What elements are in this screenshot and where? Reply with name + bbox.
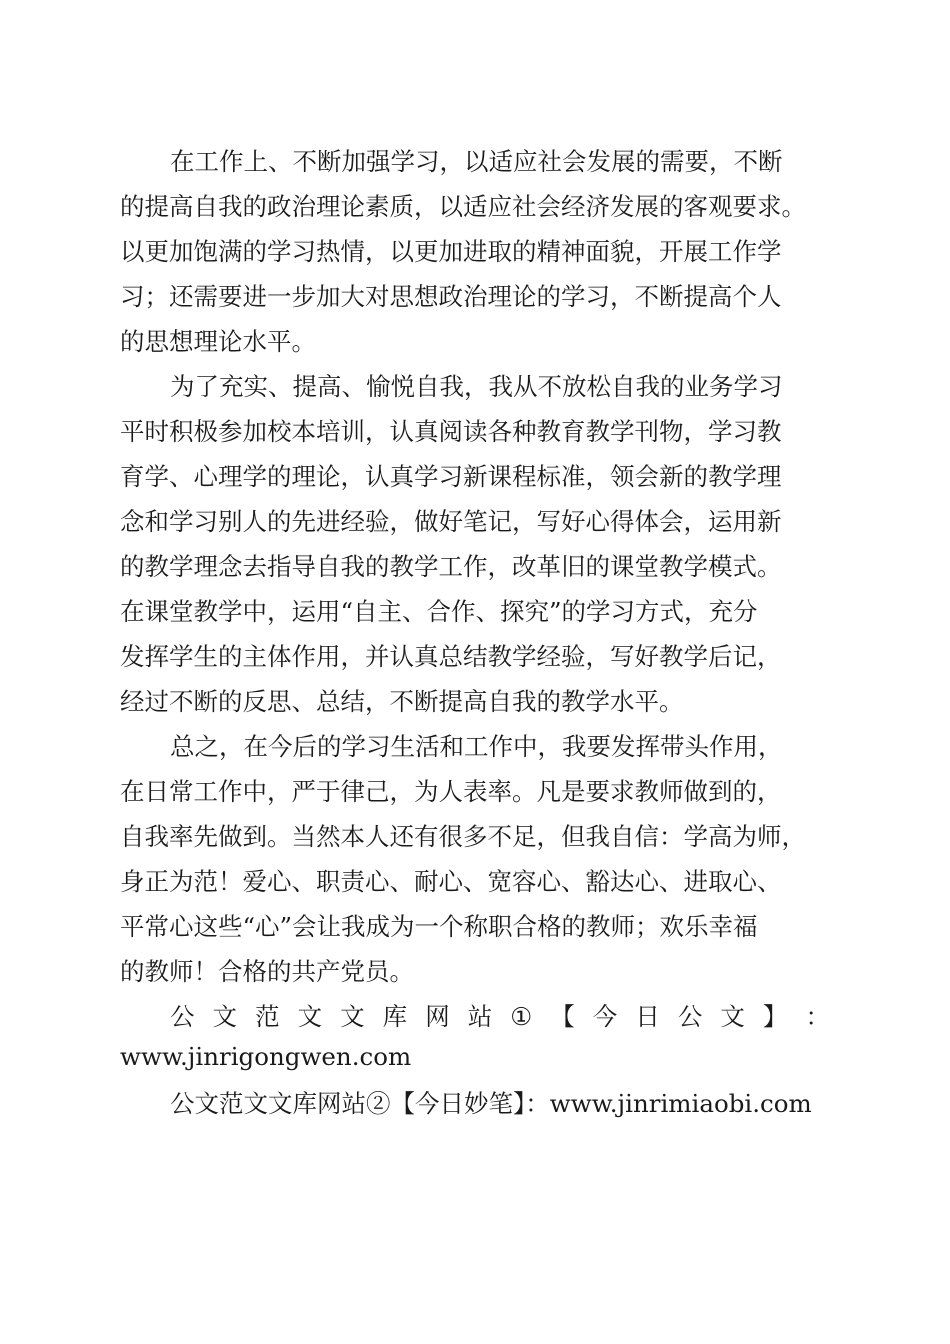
paragraph-2-line-6: 在课堂教学中，运用“自主、合作、探究”的学习方式，充分: [120, 597, 758, 626]
paragraph-1-line-3: 以更加饱满的学习热情，以更加进取的精神面貌，开展工作学: [120, 237, 782, 266]
footer-site-1-char: 文: [720, 1002, 745, 1031]
footer-site-1-char: ①: [510, 1002, 533, 1031]
paragraph-3-line-3: 自我率先做到。当然本人还有很多不足，但我自信：学高为师，: [120, 822, 806, 851]
paragraph-1-line-2: 的提高自我的政治理论素质，以适应社会经济发展的客观要求。: [120, 192, 806, 221]
footer-site-1-char: 文: [297, 1002, 323, 1031]
footer-site-1-char: 文: [340, 1002, 365, 1031]
paragraph-2-line-3: 育学、心理学的理论，认真学习新课程标准，领会新的教学理: [120, 462, 782, 491]
paragraph-2-line-5: 的教学理念去指导自我的教学工作，改革旧的课堂教学模式。: [120, 552, 782, 581]
footer-site-1-char: 日: [635, 1002, 660, 1031]
paragraph-2-line-1: 为了充实、提高、愉悦自我，我从不放松自我的业务学习: [170, 372, 783, 401]
footer-site-1-char: 】: [762, 1002, 788, 1031]
paragraph-2-line-8: 经过不断的反思、总结，不断提高自我的教学水平。: [120, 687, 684, 716]
paragraph-2-line-2: 平时积极参加校本培训，认真阅读各种教育教学刊物，学习教: [120, 417, 782, 446]
paragraph-3-line-5: 平常心这些“心”会让我成为一个称职合格的教师；欢乐幸福: [120, 912, 758, 941]
footer-site-1-char: 文: [212, 1002, 238, 1031]
paragraph-1-line-5: 的思想理论水平。: [120, 327, 316, 356]
paragraph-3-line-6: 的教师！合格的共产党员。: [120, 957, 414, 986]
paragraph-1-line-4: 习；还需要进一步加大对思想政治理论的学习，不断提高个人: [120, 282, 782, 311]
footer-site-1-char: 库: [382, 1002, 408, 1031]
footer-site-1-text: [170, 1002, 830, 1032]
footer-site-1-char: 今: [592, 1002, 618, 1031]
footer-site-1-char: 网: [425, 1002, 450, 1031]
paragraph-3-line-4: 身正为范！爱心、职责心、耐心、宽容心、豁达心、进取心、: [120, 867, 782, 896]
footer-site-1-char: 公: [677, 1002, 703, 1031]
footer-site-2-text[interactable]: 公文范文文库网站②【今日妙笔】：www.jinrimiaobi.com: [170, 1089, 812, 1118]
footer-site-1-char: 【: [550, 1002, 575, 1031]
footer-site-1-char: 范: [255, 1002, 280, 1031]
paragraph-3-line-1: 总之，在今后的学习生活和工作中，我要发挥带头作用，: [170, 732, 783, 761]
paragraph-2-line-7: 发挥学生的主体作用，并认真总结教学经验，写好教学后记，: [120, 642, 782, 671]
paragraph-2-line-4: 念和学习别人的先进经验，做好笔记，写好心得体会，运用新: [120, 507, 782, 536]
footer-site-1-char: ：: [805, 1002, 830, 1031]
paragraph-1-line-1: 在工作上、不断加强学习，以适应社会发展的需要，不断: [170, 147, 783, 176]
footer-site-1-char: 公: [170, 1002, 195, 1031]
footer-site-1-url[interactable]: www.jinrigongwen.com: [120, 1042, 412, 1071]
paragraph-3-line-2: 在日常工作中，严于律己，为人表率。凡是要求教师做到的，: [120, 777, 782, 806]
footer-site-1-char: 站: [467, 1002, 493, 1031]
